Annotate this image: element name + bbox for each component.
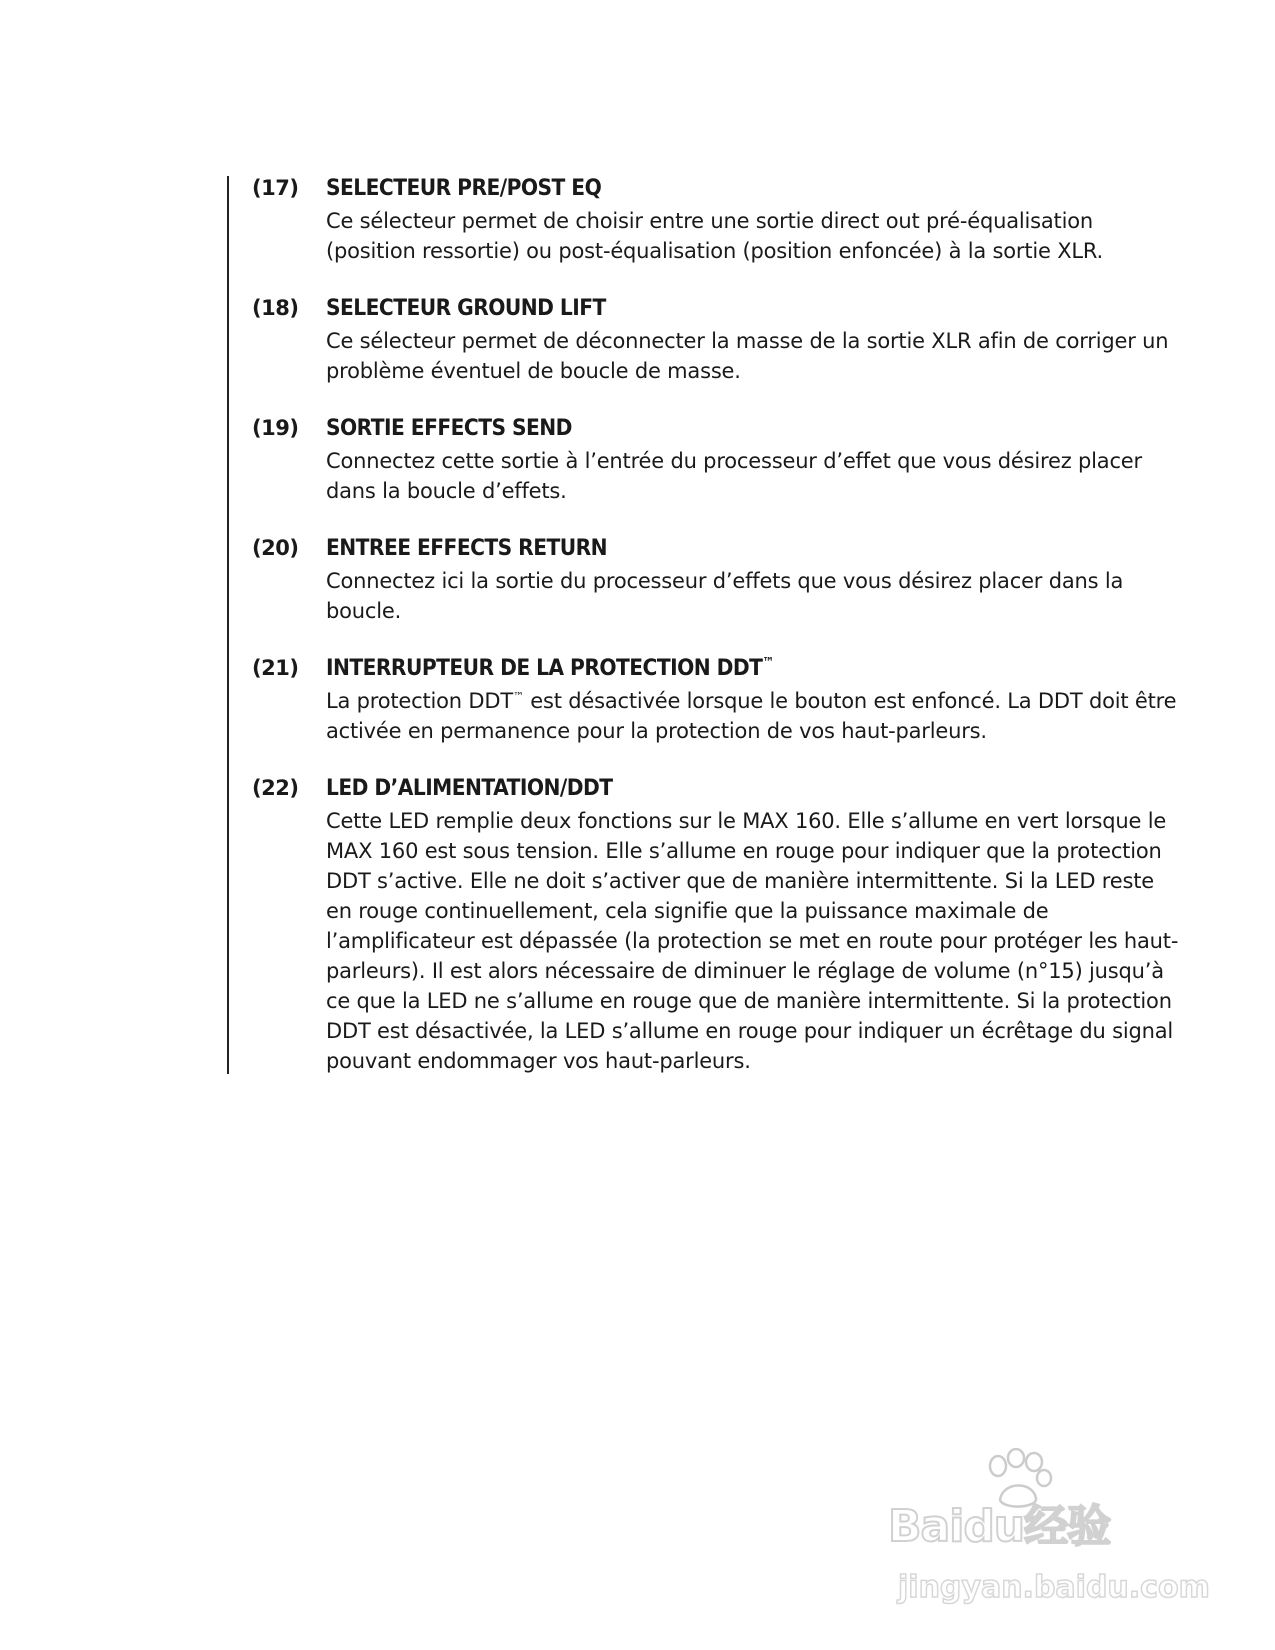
margin-rule — [227, 176, 229, 1074]
section-body: Ce sélecteur permet de choisir entre une sortie direct out pré-équalisation (position ressortie) ou post-équalisation (position enfoncée) à la sortie XLR. — [326, 209, 1104, 263]
section-body — [326, 686, 1186, 746]
watermark-url: jingyan.baidu.com — [898, 1570, 1210, 1605]
body-prefix: La protection DDT — [326, 689, 513, 713]
trademark-mark: ™ — [512, 690, 524, 703]
section-number: (20) — [252, 536, 299, 560]
section-number: (17) — [252, 176, 299, 200]
section-body: Ce sélecteur permet de déconnecter la masse de la sortie XLR afin de corriger un problème éventuel de boucle de masse. — [326, 329, 1169, 383]
section-title: LED D’ALIMENTATION/DDT — [326, 776, 613, 801]
section-number: (21) — [252, 656, 299, 680]
body-text: est désactivée lorsque le bouton est enfoncé. La DDT doit être activée en permanence pour la protection de vos haut-parleurs. — [326, 689, 1177, 743]
section-body: Cette LED remplie deux fonctions sur le MAX 160. Elle s’allume en vert lorsque le MAX 160 est sous tension. Elle s’allume en rouge pour indiquer que la protection DDT s’active. Elle ne doit s’activer que de manière intermittente. Si la LED reste en rouge continuellement, cela signifie que la puissance maximale de l’amplificateur est dépassée (la protection se met en route pour protéger les haut-parleurs). Il est alors nécessaire de diminuer le réglage de volume (n°15) jusqu’à ce que la LED ne s’allume en rouge que de manière intermittente. Si la protection DDT est désactivée, la LED s’allume en rouge pour indiquer un écrêtage du signal pouvant endommager vos haut-parleurs. — [326, 809, 1179, 1073]
section-body: Connectez cette sortie à l’entrée du processeur d’effet que vous désirez placer dans la boucle d’effets. — [326, 449, 1142, 503]
section-title — [326, 656, 774, 681]
section-title: SELECTEUR PRE/POST EQ — [326, 176, 602, 201]
section-body: Connectez ici la sortie du processeur d’effets que vous désirez placer dans la boucle. — [326, 569, 1124, 623]
section-title: SORTIE EFFECTS SEND — [326, 416, 572, 441]
section-number: (19) — [252, 416, 299, 440]
watermark-brand — [888, 1490, 1110, 1555]
section-number: (18) — [252, 296, 299, 320]
brand-text: Bai — [888, 1501, 964, 1552]
section-title-text: INTERRUPTEUR DE LA PROTECTION DDT — [326, 656, 763, 681]
brand-text: du — [963, 1501, 1025, 1552]
section-title: ENTREE EFFECTS RETURN — [326, 536, 608, 561]
brand-text: 经验 — [1024, 1501, 1111, 1552]
section-title: SELECTEUR GROUND LIFT — [326, 296, 606, 321]
trademark-mark: ™ — [762, 655, 774, 671]
baidu-watermark — [888, 1448, 1208, 1613]
section-number: (22) — [252, 776, 299, 800]
